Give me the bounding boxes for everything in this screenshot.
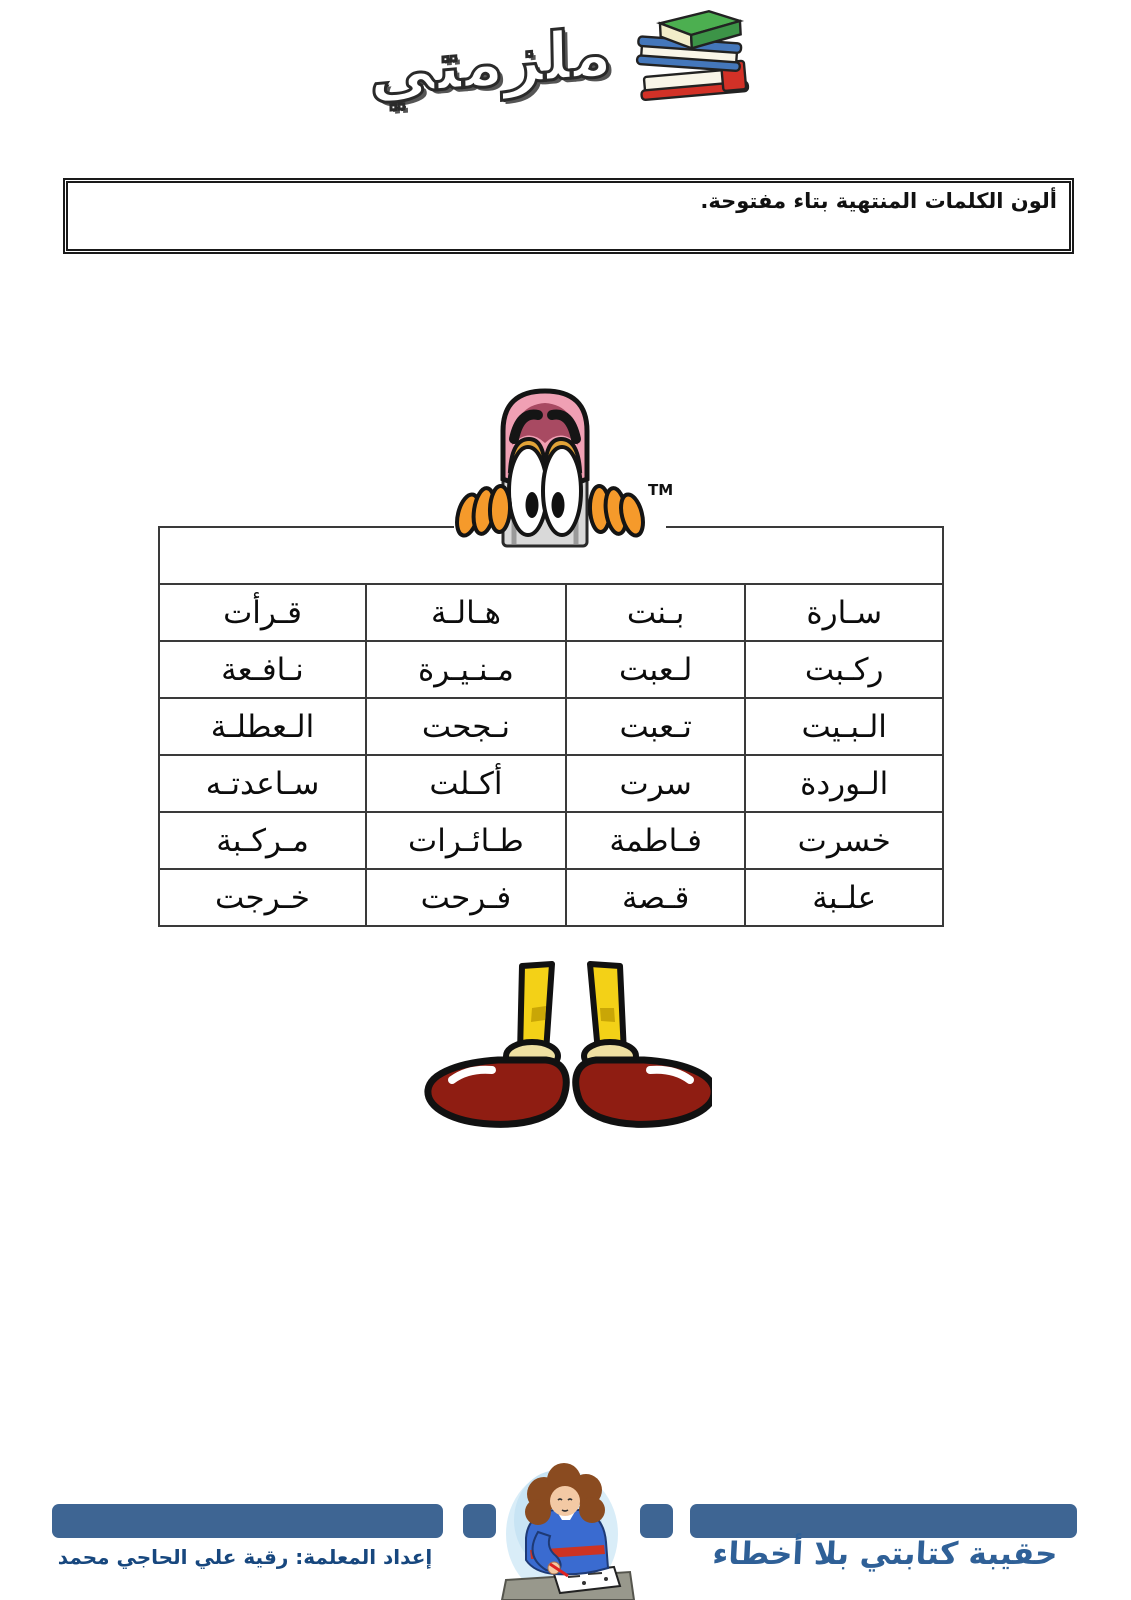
books-stack-icon — [627, 6, 762, 110]
word-cell[interactable]: طـائـرات — [366, 812, 566, 869]
word-cell[interactable]: أكـلت — [366, 755, 566, 812]
table-row — [159, 584, 943, 641]
word-cell[interactable]: سرت — [566, 755, 746, 812]
words-table — [158, 526, 944, 927]
site-logo — [0, 6, 1131, 110]
logo-brand-text: ملزمتي — [369, 13, 614, 112]
word-cell[interactable]: قـرأت — [159, 584, 366, 641]
word-cell[interactable]: هـالـة — [366, 584, 566, 641]
instruction-box — [63, 178, 1074, 254]
word-cell[interactable]: علـبة — [745, 869, 943, 926]
word-cell[interactable]: ركـبت — [745, 641, 943, 698]
word-cell[interactable]: الـعطلـة — [159, 698, 366, 755]
footer-bar-right — [690, 1504, 1077, 1538]
eraser-character-illustration — [448, 383, 710, 551]
table-row — [159, 755, 943, 812]
footer-bar-left — [52, 1504, 443, 1538]
studying-girl-illustration — [498, 1460, 638, 1600]
table-row — [159, 698, 943, 755]
word-cell[interactable]: نـجحت — [366, 698, 566, 755]
footer-bar-square-right — [640, 1504, 673, 1538]
word-cell[interactable]: خـرجت — [159, 869, 366, 926]
trademark-label: TM — [648, 481, 674, 499]
series-title-text: حقيبة كتابتي بلا أخطاء — [711, 1536, 1059, 1572]
word-cell[interactable]: قـصة — [566, 869, 746, 926]
word-cell[interactable]: سـاعدتـه — [159, 755, 366, 812]
word-cell[interactable]: الـبـيت — [745, 698, 943, 755]
table-row — [159, 812, 943, 869]
word-cell[interactable]: تـعبت — [566, 698, 746, 755]
word-cell[interactable]: فـاطمة — [566, 812, 746, 869]
footer-bar-square-left — [463, 1504, 496, 1538]
word-cell[interactable]: فـرحت — [366, 869, 566, 926]
word-cell[interactable]: مـنـيـرة — [366, 641, 566, 698]
word-cell[interactable]: لـعبت — [566, 641, 746, 698]
word-cell[interactable]: نـافـعة — [159, 641, 366, 698]
word-cell[interactable]: الـوردة — [745, 755, 943, 812]
word-cell[interactable]: سـارة — [745, 584, 943, 641]
cartoon-feet-illustration — [412, 956, 712, 1134]
word-cell[interactable]: خسرت — [745, 812, 943, 869]
instruction-text: ألون الكلمات المنتهية بتاء مفتوحة. — [700, 189, 1057, 213]
prepared-by-text: إعداد المعلمة: رقية علي الحاجي محمد — [57, 1545, 433, 1569]
word-cell[interactable]: بـنت — [566, 584, 746, 641]
table-row — [159, 869, 943, 926]
word-cell[interactable]: مـركـبة — [159, 812, 366, 869]
table-row — [159, 641, 943, 698]
